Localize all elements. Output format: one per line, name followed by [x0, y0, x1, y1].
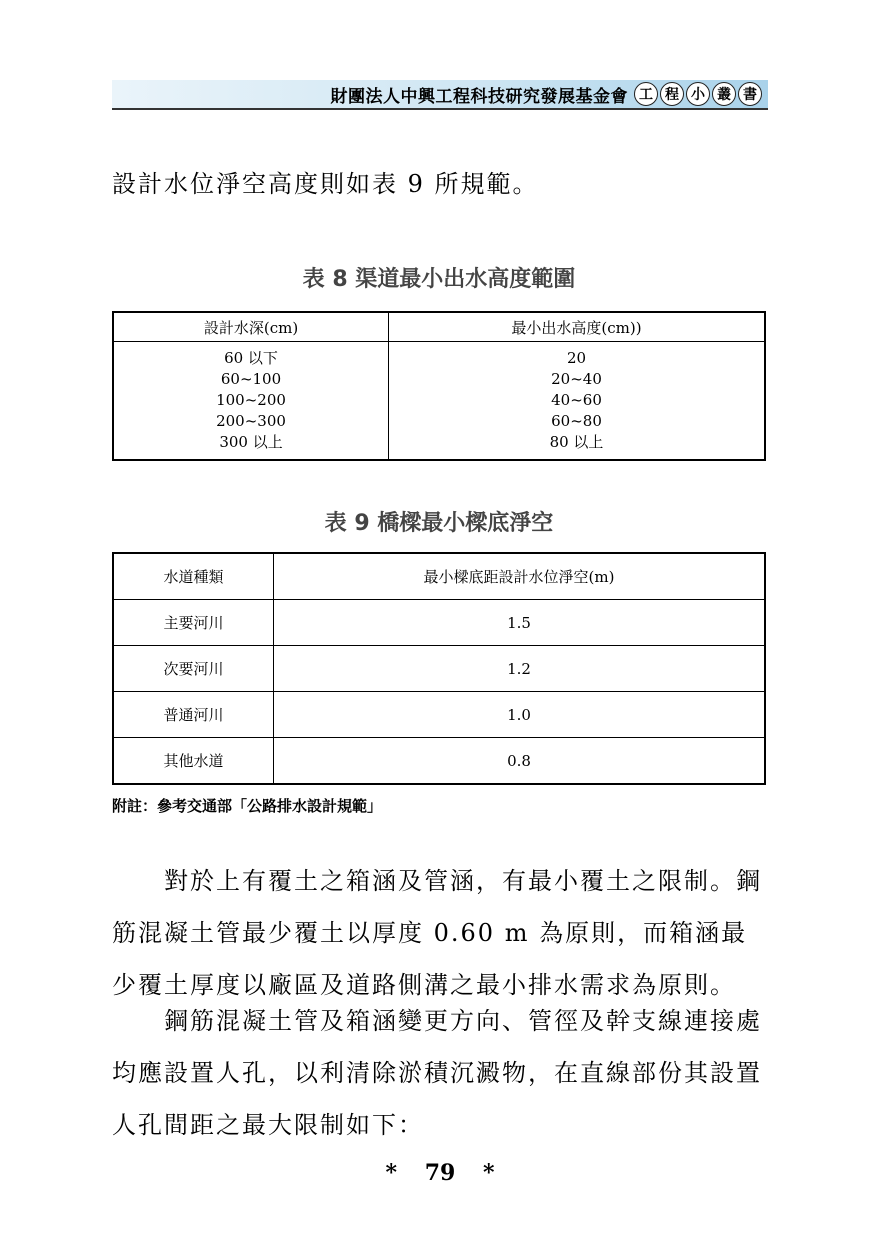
table-header-row — [113, 312, 765, 342]
cell-line: 60~100 — [220, 370, 282, 388]
table8 — [112, 311, 766, 461]
cell-line: 60 以下 — [224, 349, 278, 367]
cell-line: 20~40 — [551, 370, 602, 388]
table-row — [113, 738, 765, 785]
cell-line: 80 以上 — [549, 433, 604, 451]
cell-line: 40~60 — [551, 391, 602, 409]
series-title-badges — [634, 82, 762, 106]
table-header-row — [113, 553, 765, 600]
page-header — [112, 80, 768, 110]
table-header-cell: 最小樑底距設計水位淨空(m) — [274, 553, 765, 600]
table-cell-freeboard — [389, 342, 765, 461]
table-row — [113, 692, 765, 738]
table-cell: 主要河川 — [113, 600, 274, 646]
table8-caption: 表 8 渠道最小出水高度範圍 — [302, 267, 576, 292]
series-badge: 書 — [738, 82, 762, 106]
table-cell-design-depth — [113, 342, 389, 461]
table-cell: 普通河川 — [113, 692, 274, 738]
table-cell: 1.5 — [274, 600, 765, 646]
intro-sentence: 設計水位淨空高度則如表 9 所規範。 — [112, 170, 539, 198]
table9 — [112, 552, 766, 785]
footer-star-left: * — [385, 1160, 398, 1186]
table-header-cell: 最小出水高度(cm)) — [389, 312, 765, 342]
table-cell: 1.0 — [274, 692, 765, 738]
table-cell: 1.2 — [274, 646, 765, 692]
cell-line: 20 — [566, 349, 587, 367]
table-cell: 次要河川 — [113, 646, 274, 692]
page-footer — [0, 1160, 880, 1186]
body-paragraph-2: 鋼筋混凝土管及箱涵變更方向、管徑及幹支線連接處均應設置人孔，以利清除淤積沉澱物，在直線部份其設置人孔間距之最大限制如下： — [112, 1007, 762, 1139]
table-row — [113, 600, 765, 646]
table-row — [113, 646, 765, 692]
body-paragraph-1: 對於上有覆土之箱涵及管涵，有最小覆土之限制。鋼筋混凝土管最少覆土以厚度 0.60 m 為原則，而箱涵最少覆土厚度以廠區及道路側溝之最小排水需求為原則。 — [112, 867, 762, 999]
table9-caption: 表 9 橋樑最小樑底淨空 — [324, 511, 554, 536]
cell-line: 300 以上 — [219, 433, 283, 451]
table-row — [113, 342, 765, 461]
series-badge: 小 — [686, 82, 710, 106]
table-cell: 0.8 — [274, 738, 765, 785]
series-badge: 程 — [660, 82, 684, 106]
series-badge: 叢 — [712, 82, 736, 106]
series-badge: 工 — [634, 82, 658, 106]
cell-line: 60~80 — [551, 412, 602, 430]
footer-star-right: * — [482, 1160, 495, 1186]
table-header-cell: 設計水深(cm) — [113, 312, 389, 342]
table-note: 附註：參考交通部「公路排水設計規範」 — [112, 797, 383, 815]
header-organization: 財團法人中興工程科技研究發展基金會 — [330, 86, 628, 107]
cell-line: 100~200 — [216, 391, 286, 409]
cell-line: 200~300 — [216, 412, 286, 430]
table-header-cell: 水道種類 — [113, 553, 274, 600]
table-cell: 其他水道 — [113, 738, 274, 785]
page-number: 79 — [424, 1160, 456, 1186]
